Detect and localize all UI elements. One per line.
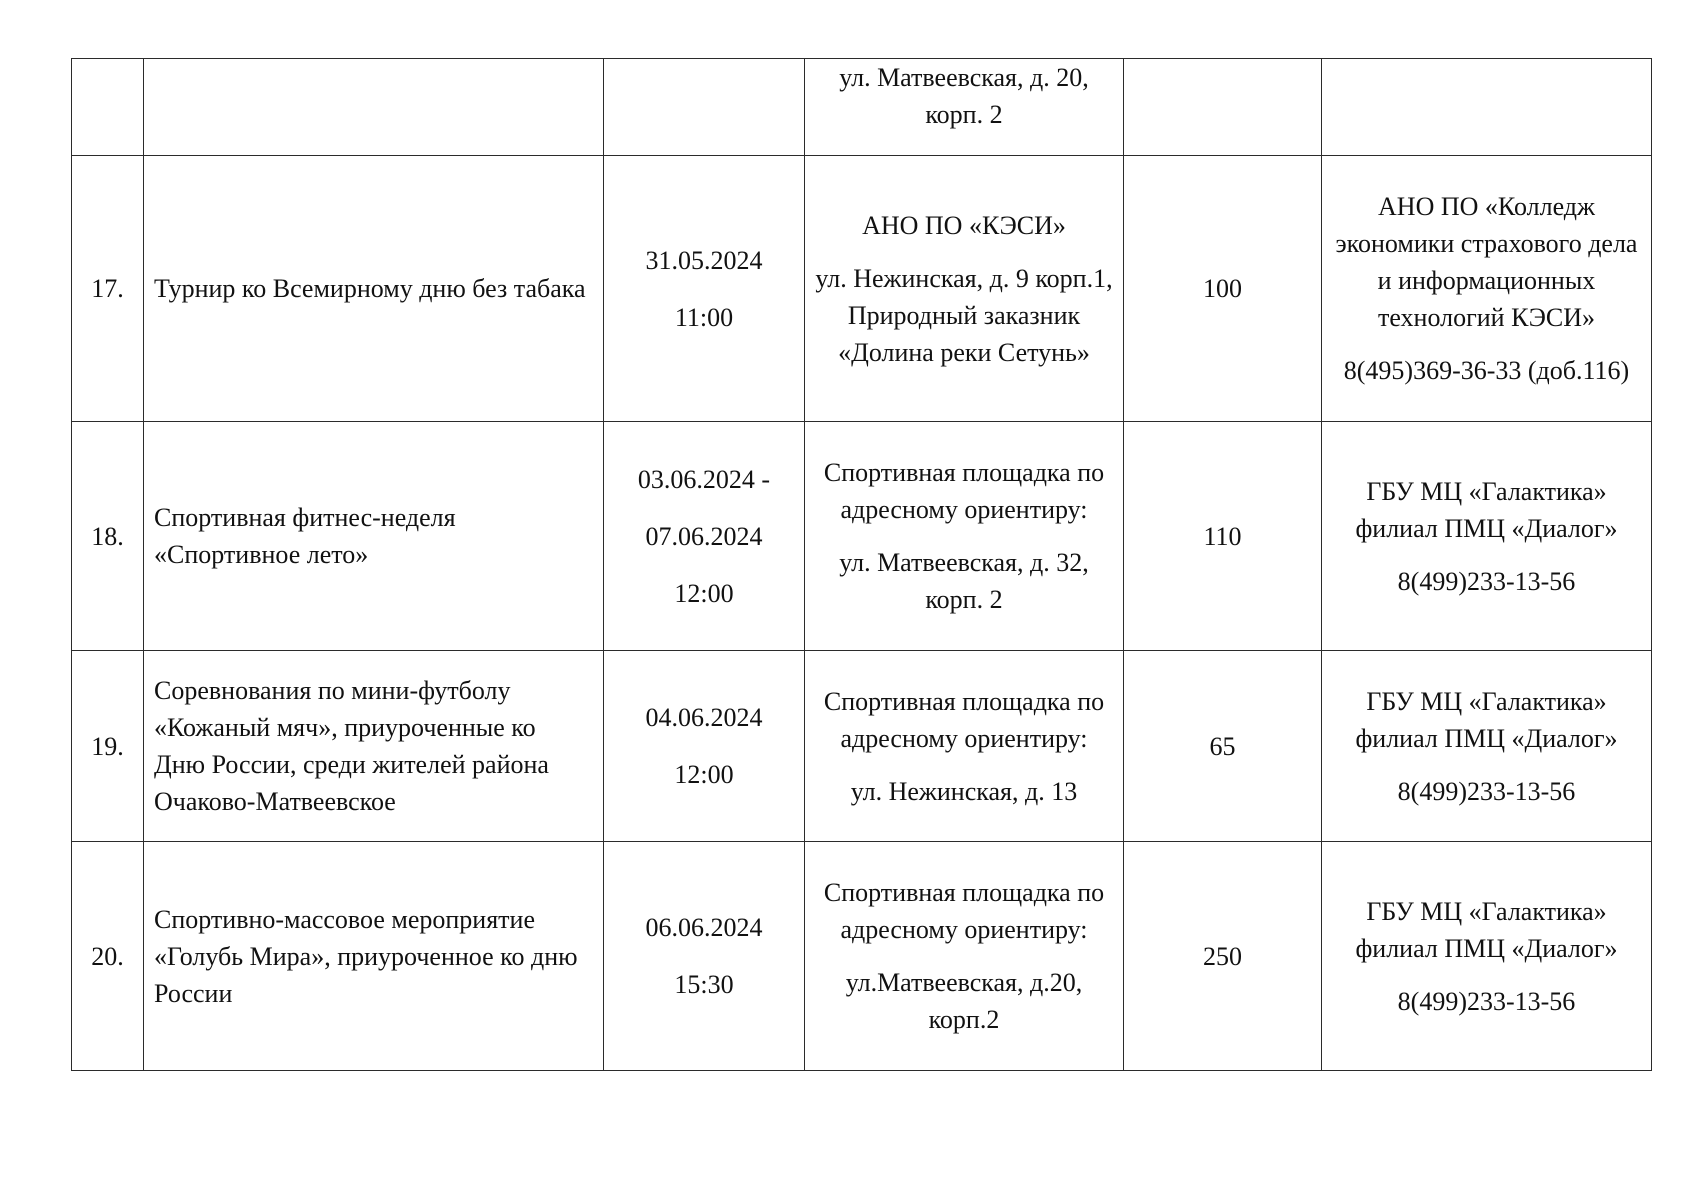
place-heading: Спортивная площадка по адресному ориентиру: <box>823 878 1105 944</box>
organizer-phone: 8(499)233-13-56 <box>1397 566 1576 596</box>
event-date <box>604 842 805 1071</box>
place-heading: АНО ПО «КЭСИ» <box>862 210 1066 240</box>
table-row <box>72 422 1652 651</box>
event-place <box>805 842 1124 1071</box>
event-name: Соревнования по мини-футболу «Кожаный мяч», приуроченные ко Дню России, среди жителей района Очаково-Матвеевское <box>144 651 604 842</box>
participant-count: 65 <box>1124 651 1322 842</box>
place-address: ул. Матвеевская, д. 20, корп. 2 <box>839 63 1089 129</box>
table-row <box>72 651 1652 842</box>
event-date <box>604 59 805 156</box>
event-date-value: 04.06.2024 <box>645 703 763 732</box>
organizer-name: ГБУ МЦ «Галактика» филиал ПМЦ «Диалог» <box>1355 896 1618 963</box>
place-address: ул.Матвеевская, д.20, корп.2 <box>845 968 1083 1034</box>
event-date-value: 06.06.2024 <box>645 913 763 942</box>
row-number: 20. <box>72 842 144 1071</box>
organizer <box>1322 651 1652 842</box>
events-table <box>71 58 1652 1071</box>
organizer-name: ГБУ МЦ «Галактика» филиал ПМЦ «Диалог» <box>1355 686 1618 753</box>
place-address: ул. Матвеевская, д. 32, корп. 2 <box>839 548 1089 614</box>
organizer-name: ГБУ МЦ «Галактика» филиал ПМЦ «Диалог» <box>1355 476 1618 543</box>
organizer <box>1322 422 1652 651</box>
place-address: ул. Нежинская, д. 13 <box>850 776 1078 806</box>
event-name: Турнир ко Всемирному дню без табака <box>144 156 604 422</box>
organizer-phone: 8(499)233-13-56 <box>1397 776 1576 806</box>
event-name <box>144 59 604 156</box>
organizer-phone: 8(495)369-36-33 (доб.116) <box>1343 356 1630 385</box>
event-date-value: 31.05.2024 <box>645 245 763 275</box>
organizer-phone: 8(499)233-13-56 <box>1397 986 1576 1016</box>
event-place <box>805 651 1124 842</box>
event-date <box>604 422 805 651</box>
event-name: Спортивная фитнес-неделя «Спортивное лето» <box>144 422 604 651</box>
event-place <box>805 59 1124 156</box>
event-time: 15:30 <box>674 970 734 999</box>
event-place <box>805 422 1124 651</box>
event-date-end: 07.06.2024 <box>645 521 763 551</box>
organizer <box>1322 156 1652 422</box>
participant-count: 110 <box>1124 422 1322 651</box>
event-date-value: 03.06.2024 - <box>637 464 771 494</box>
table-row <box>72 842 1652 1071</box>
event-time: 12:00 <box>674 578 734 608</box>
place-heading: Спортивная площадка по адресному ориентиру: <box>823 686 1105 753</box>
row-number: 19. <box>72 651 144 842</box>
event-date <box>604 651 805 842</box>
event-time: 12:00 <box>674 760 734 789</box>
row-number: 18. <box>72 422 144 651</box>
place-heading: Спортивная площадка по адресному ориентиру: <box>823 458 1105 524</box>
participant-count <box>1124 59 1322 156</box>
event-place <box>805 156 1124 422</box>
table-row <box>72 59 1652 156</box>
row-number <box>72 59 144 156</box>
organizer-name: АНО ПО «Колледж экономики страхового дела и информационных технологий КЭСИ» <box>1335 192 1638 332</box>
event-name: Спортивно-массовое мероприятие «Голубь Мира», приуроченное ко дню России <box>144 842 604 1071</box>
organizer <box>1322 59 1652 156</box>
event-time: 11:00 <box>674 302 734 332</box>
table-row <box>72 156 1652 422</box>
participant-count: 100 <box>1124 156 1322 422</box>
event-date <box>604 156 805 422</box>
place-address: ул. Нежинская, д. 9 корп.1, Природный заказник «Долина реки Сетунь» <box>815 263 1113 367</box>
organizer <box>1322 842 1652 1071</box>
participant-count: 250 <box>1124 842 1322 1071</box>
row-number: 17. <box>72 156 144 422</box>
